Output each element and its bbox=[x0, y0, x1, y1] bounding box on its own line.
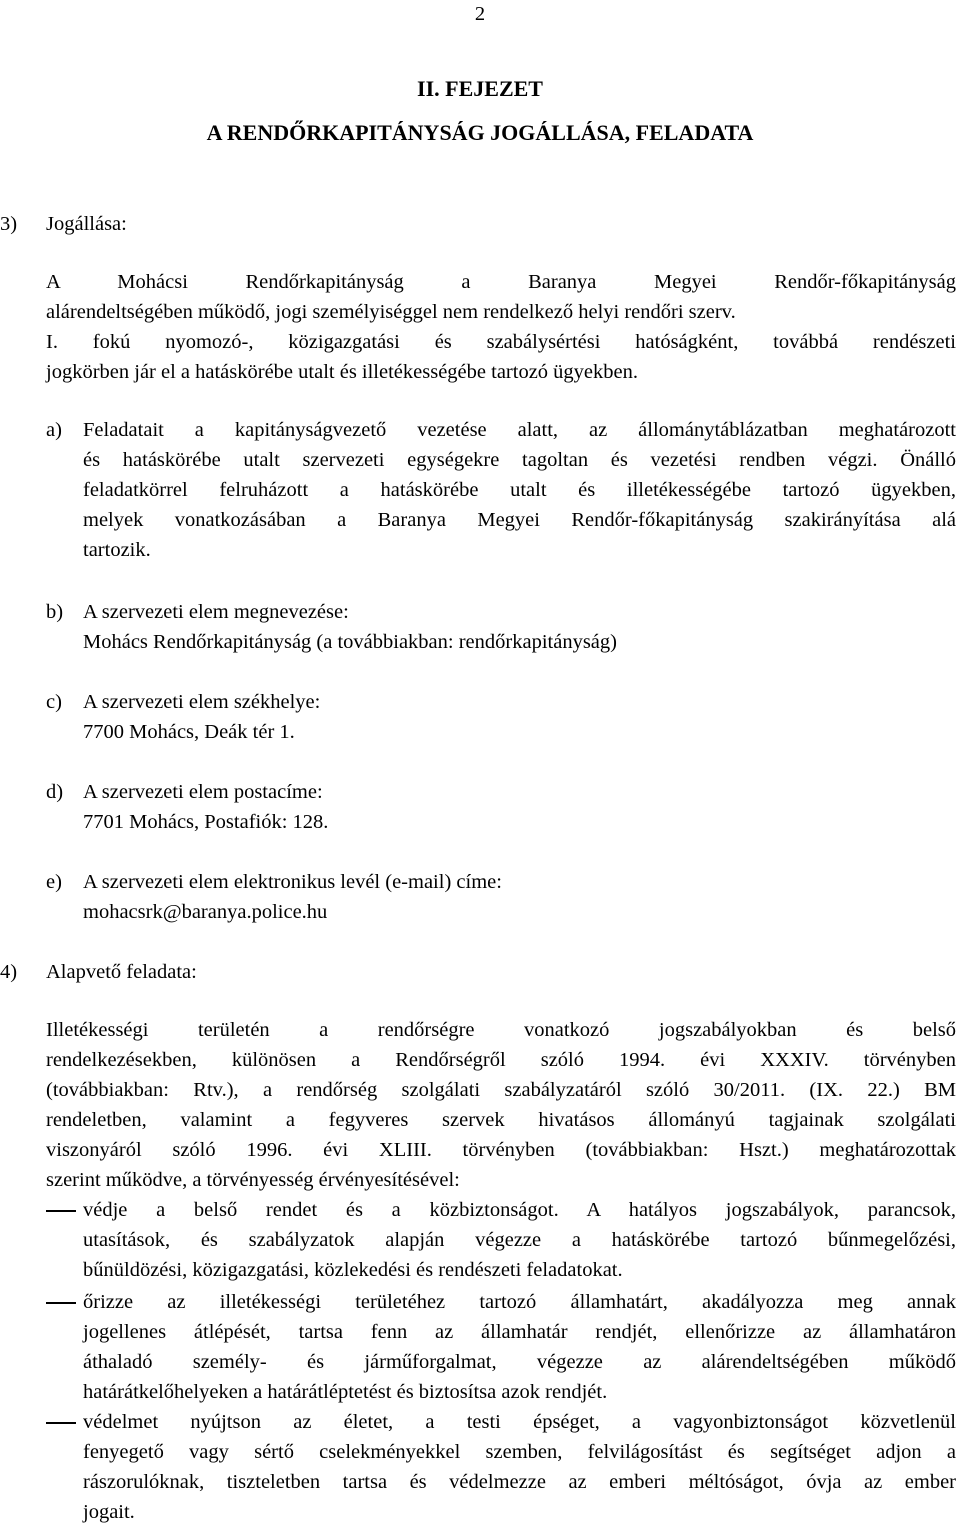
paragraph-line: utasítások, és szabályzatok alapján végezze a hatáskörébe tartozó bűnmegelőzési, bbox=[83, 1229, 956, 1251]
paragraph-line: védelmet nyújtson az életet, a testi épséget, a vagyonbiztonságot közvetlenül bbox=[83, 1411, 956, 1433]
paragraph-line: tartozik. bbox=[83, 539, 151, 561]
item-c-value: 7700 Mohács, Deák tér 1. bbox=[83, 721, 295, 743]
section-3-number: 3) bbox=[0, 213, 18, 235]
chapter-number: II. FEJEZET bbox=[417, 76, 543, 101]
paragraph-line: Feladatait a kapitányságvezető vezetése alatt, az állománytáblázatban meghatározott bbox=[83, 419, 956, 441]
dash-bullet-icon bbox=[46, 1210, 76, 1212]
item-e-title: A szervezeti elem elektronikus levél (e-mail) címe: bbox=[83, 871, 502, 893]
paragraph-line: határátkelőhelyeken a határátléptetést és biztosítsa azok rendjét. bbox=[83, 1381, 608, 1403]
section-3-title: Jogállása: bbox=[46, 213, 127, 235]
paragraph-line: alárendeltségében működő, jogi személyiséggel nem rendelkező helyi rendőri szerv. bbox=[46, 301, 736, 323]
chapter-title: A RENDŐRKAPITÁNYSÁG JOGÁLLÁSA, FELADATA bbox=[206, 120, 754, 145]
item-e-label: e) bbox=[46, 871, 62, 893]
paragraph-line: áthaladó személy- és járműforgalmat, végezze az alárendeltségében működő bbox=[83, 1351, 956, 1373]
paragraph-line: melyek vonatkozásában a Baranya Megyei Rendőr-főkapitányság szakirányítása alá bbox=[83, 509, 956, 531]
paragraph-line: A Mohácsi Rendőrkapitányság a Baranya Megyei Rendőr-főkapitányság bbox=[46, 271, 956, 293]
item-b-label: b) bbox=[46, 601, 64, 623]
section-4-title: Alapvető feladata: bbox=[46, 961, 197, 983]
item-b-value: Mohács Rendőrkapitányság (a továbbiakban: rendőrkapitányság) bbox=[83, 631, 617, 653]
paragraph-line: jogait. bbox=[83, 1501, 135, 1523]
item-a-label: a) bbox=[46, 419, 62, 441]
item-d-value: 7701 Mohács, Postafiók: 128. bbox=[83, 811, 329, 833]
dash-bullet-icon bbox=[46, 1422, 76, 1424]
paragraph-line: védje a belső rendet és a közbiztonságot. A hatályos jogszabályok, parancsok, bbox=[83, 1199, 956, 1221]
dash-bullet-icon bbox=[46, 1302, 76, 1304]
item-d-label: d) bbox=[46, 781, 64, 803]
item-d-title: A szervezeti elem postacíme: bbox=[83, 781, 323, 803]
item-c-title: A szervezeti elem székhelye: bbox=[83, 691, 321, 713]
item-b-title: A szervezeti elem megnevezése: bbox=[83, 601, 349, 623]
paragraph-line: szerint működve, a törvényesség érvényesítésével: bbox=[46, 1169, 460, 1191]
paragraph-line: viszonyáról szóló 1996. évi XLIII. törvényben (továbbiakban: Hszt.) meghatározottak bbox=[46, 1139, 956, 1161]
section-4-number: 4) bbox=[0, 961, 18, 983]
paragraph-line: (továbbiakban: Rtv.), a rendőrség szolgálati szabályzatáról szóló 30/2011. (IX. 22.) BM bbox=[46, 1079, 956, 1101]
paragraph-line: és hatáskörébe utalt szervezeti egységekre tagoltan és vezetési rendben végzi. Önálló bbox=[83, 449, 956, 471]
paragraph-line: Illetékességi területén a rendőrségre vonatkozó jogszabályokban és belső bbox=[46, 1019, 956, 1041]
paragraph-line: I. fokú nyomozó-, közigazgatási és szabálysértési hatóságként, továbbá rendészeti bbox=[46, 331, 956, 353]
item-c-label: c) bbox=[46, 691, 62, 713]
paragraph-line: rendelkezésekben, különösen a Rendőrségről szóló 1994. évi XXXIV. törvényben bbox=[46, 1049, 956, 1071]
paragraph-line: jogellenes átlépését, tartsa fenn az államhatár rendjét, ellenőrizze az államhatáron bbox=[83, 1321, 956, 1343]
paragraph-line: feladatkörrel felruházott a hatáskörébe utalt és illetékességébe tartozó ügyekben, bbox=[83, 479, 956, 501]
item-a-text bbox=[83, 415, 956, 565]
paragraph-line: őrizze az illetékességi területéhez tartozó államhatárt, akadályozza meg annak bbox=[83, 1291, 956, 1313]
paragraph-line: rászorulóknak, tiszteletben tartsa és védelmezze az emberi méltóságot, óvja az ember bbox=[83, 1471, 956, 1493]
basic-task-paragraph bbox=[46, 1015, 956, 1195]
paragraph-line: fenyegető vagy sértő cselekményekkel szemben, felvilágosítást és segítséget adjon a bbox=[83, 1441, 956, 1463]
paragraph-line: jogkörben jár el a hatáskörébe utalt és illetékességébe tartozó ügyekben. bbox=[46, 361, 638, 383]
legal-status-paragraph bbox=[46, 267, 956, 387]
item-e-value: mohacsrk@baranya.police.hu bbox=[83, 901, 328, 923]
page-number: 2 bbox=[474, 3, 486, 25]
paragraph-line: rendeletben, valamint a fegyveres szervek hivatásos állományú tagjainak szolgálati bbox=[46, 1109, 956, 1131]
paragraph-line: bűnüldözési, közigazgatási, közlekedési és rendészeti feladatokat. bbox=[83, 1259, 623, 1281]
